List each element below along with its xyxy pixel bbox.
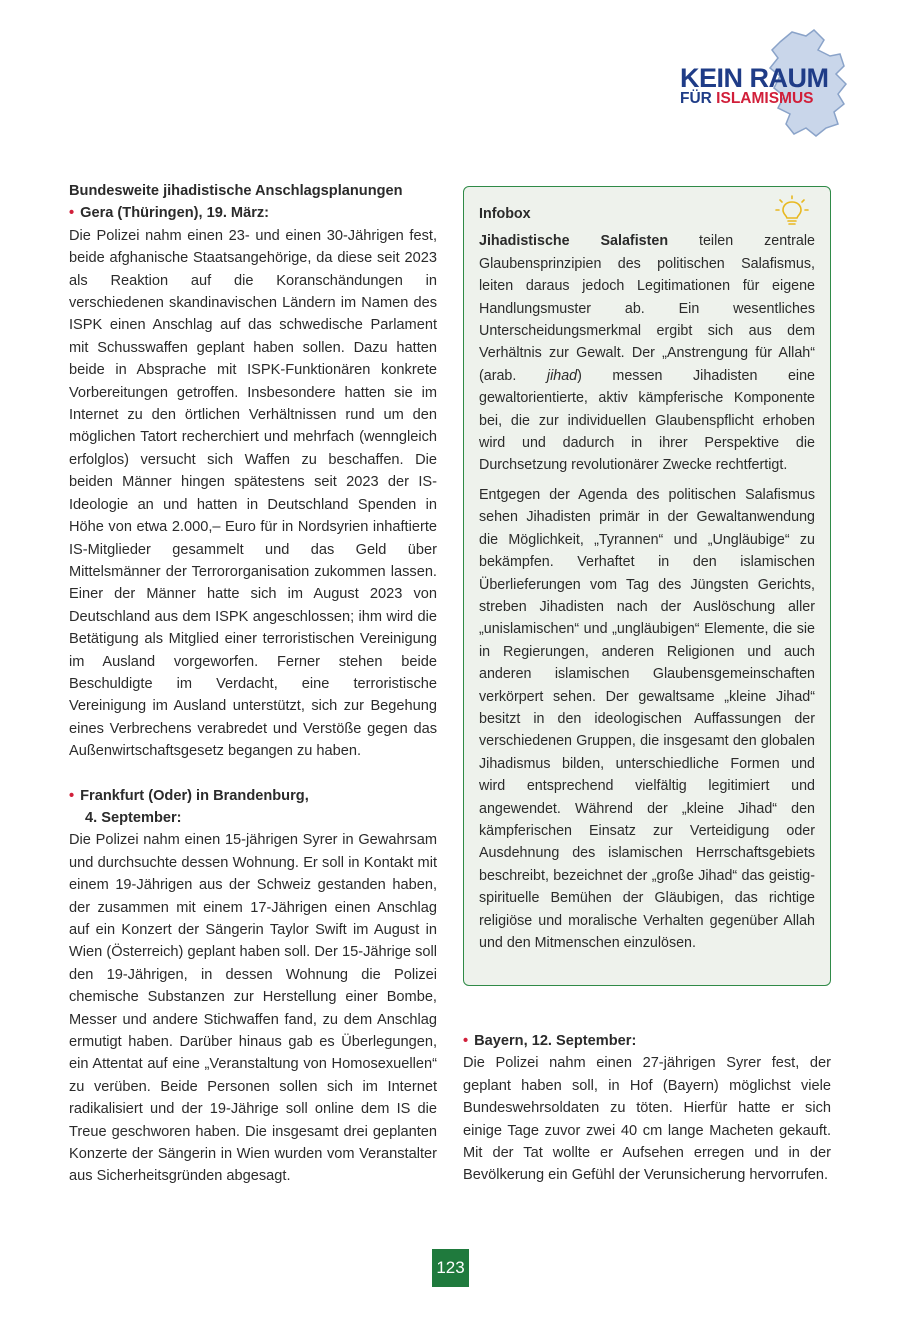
section-heading: Bundesweite jihadistische Anschlagsplanungen (69, 183, 403, 199)
bullet-frankfurt (69, 785, 437, 807)
logo-line2 (680, 90, 813, 108)
logo-line1: KEIN RAUM (680, 63, 829, 93)
logo-line2-b: ISLAMISMUS (716, 90, 814, 107)
bayern-section (463, 1030, 831, 1187)
infobox-paragraph-1 (479, 230, 815, 476)
bullet-bayern (463, 1030, 831, 1052)
frankfurt-paragraph: Die Polizei nahm einen 15-jährigen Syrer in Gewahrsam und durchsuchte dessen Wohnung. Er soll in Kontakt mit einem 19-Jährigen aus der Schweiz gestanden haben, der zusammen mit einem 17-Jährigen einen Anschlag auf ein Konzert der Sängerin Taylor Swift im August in Wien (Österreich) geplant haben soll. Der 15-Jährige soll den 19-Jährigen, in dessen Wohnung die Polizei chemische Substanzen zur Herstellung einer Bombe, Messer und andere Stichwaffen fand, zu dem Anschlag ermutigt haben. Darüber hinaus gab es Überlegungen, ein Attentat auf eine „Veranstaltung von Homosexuellen“ zu verüben. Beide Personen sollen sich im Internet radikalisiert und der 19-Jährige soll online dem IS die Treue geschworen haben. Die insgesamt drei geplanten Konzerte der Sängerin in Wien wurden vom Veranstalter aus Sicherheitsgründen abgesagt. (69, 832, 437, 1185)
gera-paragraph: Die Polizei nahm einen 23- und einen 30-Jährigen fest, beide afghanische Staatsangehörige, da diese seit 2023 als Reaktion auf die Koranschändungen in verschiedenen skandinavischen Ländern im Namen des ISPK einen Anschlag auf das schwedische Parlament mit Schusswaffen geplant haben sollen. Dazu hatten beide in Absprache mit ISPK-Funktionären konkrete Vorbereitungen getroffen. Insbesondere hatten sie im Internet zu den örtlichen Verhältnissen rund um den möglichen Tatort recherchiert und mehrfach (wenngleich erfolglos) versucht sich Waffen zu beschaffen. Die beiden Männer hingen spätestens seit 2023 der IS-Ideologie an und hatten in Deutschland Spenden in Höhe von etwa 2.000,– Euro für in Nordsyrien inhaftierte IS-Mitglieder gesammelt und das Geld über Mittelsmänner der Terrororganisation zukommen lassen. Einer der Männer hatte sich im August 2023 von Deutschland aus dem ISPK angeschlossen; ihm wird die Betätigung als Mitglied einer terroristischen Vereinigung im Ausland vorgeworfen. Ferner stehen beide Beschuldigte im Verdacht, eine terroristische Vereinigung im Ausland unterstützt, sich zur Begehung eines Verbrechens verabredet und Verstöße gegen das Außenwirtschaftsgesetz begangen zu haben. (69, 227, 437, 760)
infobox-p1-a: teilen zentrale Glaubensprinzipien des politischen Salafismus, leiten daraus jedoch Legitimationen für eigene Handlungsmuster ab. Ein wesentliches Unterscheidungsmerkmal ergibt sich aus dem Verhältnis zur Gewalt. Der „Anstrengung für Allah“ (arab. (479, 233, 815, 384)
lightbulb-icon (774, 195, 810, 229)
bullet-dot: • (463, 1033, 469, 1049)
spacer (69, 763, 437, 785)
bullet-frankfurt-label-1: Frankfurt (Oder) in Brandenburg, (80, 787, 309, 804)
bullet-gera-label: Gera (Thüringen), 19. März: (80, 205, 270, 222)
bayern-paragraph: Die Polizei nahm einen 27-jährigen Syrer fest, der geplant haben soll, in Hof (Bayern) möglichst viele Bundeswehrsoldaten zu töten. Hierfür hatte er sich einige Tage zuvor zwei 40 cm lange Macheten gekauft. Mit der Tat wollte er Aufsehen erregen und in der Bevölkerung ein Gefühl der Verunsicherung hervorrufen. (463, 1055, 831, 1184)
left-column (69, 180, 437, 1188)
bullet-frankfurt-label-2: 4. September: (85, 809, 182, 826)
bullet-dot: • (69, 205, 75, 222)
bullet-dot: • (69, 787, 75, 804)
infobox (463, 186, 831, 986)
bullet-gera (69, 202, 437, 224)
bullet-bayern-label: Bayern, 12. September: (474, 1033, 637, 1049)
infobox-paragraph-2: Entgegen der Agenda des politischen Salafismus sehen Jihadisten primär in der Gewaltanwendung die Möglichkeit, „Tyrannen“ und „Ungläubige“ zu bekämpfen. Verhaftet in den islamischen Überlieferungen vom Tag des Jüngsten Gerichts, streben Jihadisten nach der Auslöschung aller „unislamischen“ und „ungläubigen“ Elemente, die sie in Regierungen, anderen Religionen und auch anderen islamischen Glaubensgemeinschaften verkörpert sehen. Der gewaltsame „kleine Jihad“ besitzt in den ideologischen Auffassungen der verschiedenen Gruppen, die insgesamt den globalen Jihadismus bilden, unterschiedliche Formen und wird entsprechend vielfältig legitimiert und angewendet. Während der „kleine Jihad“ den kämpferischen Einsatz zur Verteidigung oder Ausdehnung des islamischen Herrschaftsgebiets beschreibt, bezeichnet der „große Jihad“ das geistig-spirituelle Bemühen der Gläubigen, das richtige religiöse und moralische Verhalten gegenüber Allah und den Mitmenschen einzulösen. (479, 486, 815, 951)
infobox-p1-b: ) messen Jihadisten eine gewaltorientierte, aktiv kämpferische Komponente bei, die zur individuellen Glaubenspflicht erhoben wird und dadurch in ihrer Perspektive die Durchsetzung revolutionärer Zwecke rechtfertigt. (479, 367, 815, 474)
kein-raum-logo (668, 28, 864, 140)
infobox-term: Jihadistische Salafisten (479, 233, 669, 250)
logo-line2-a: FÜR (680, 90, 717, 107)
infobox-p1-italic: jihad (546, 367, 578, 384)
infobox-title: Infobox (479, 206, 531, 222)
page-number: 123 (432, 1249, 469, 1287)
